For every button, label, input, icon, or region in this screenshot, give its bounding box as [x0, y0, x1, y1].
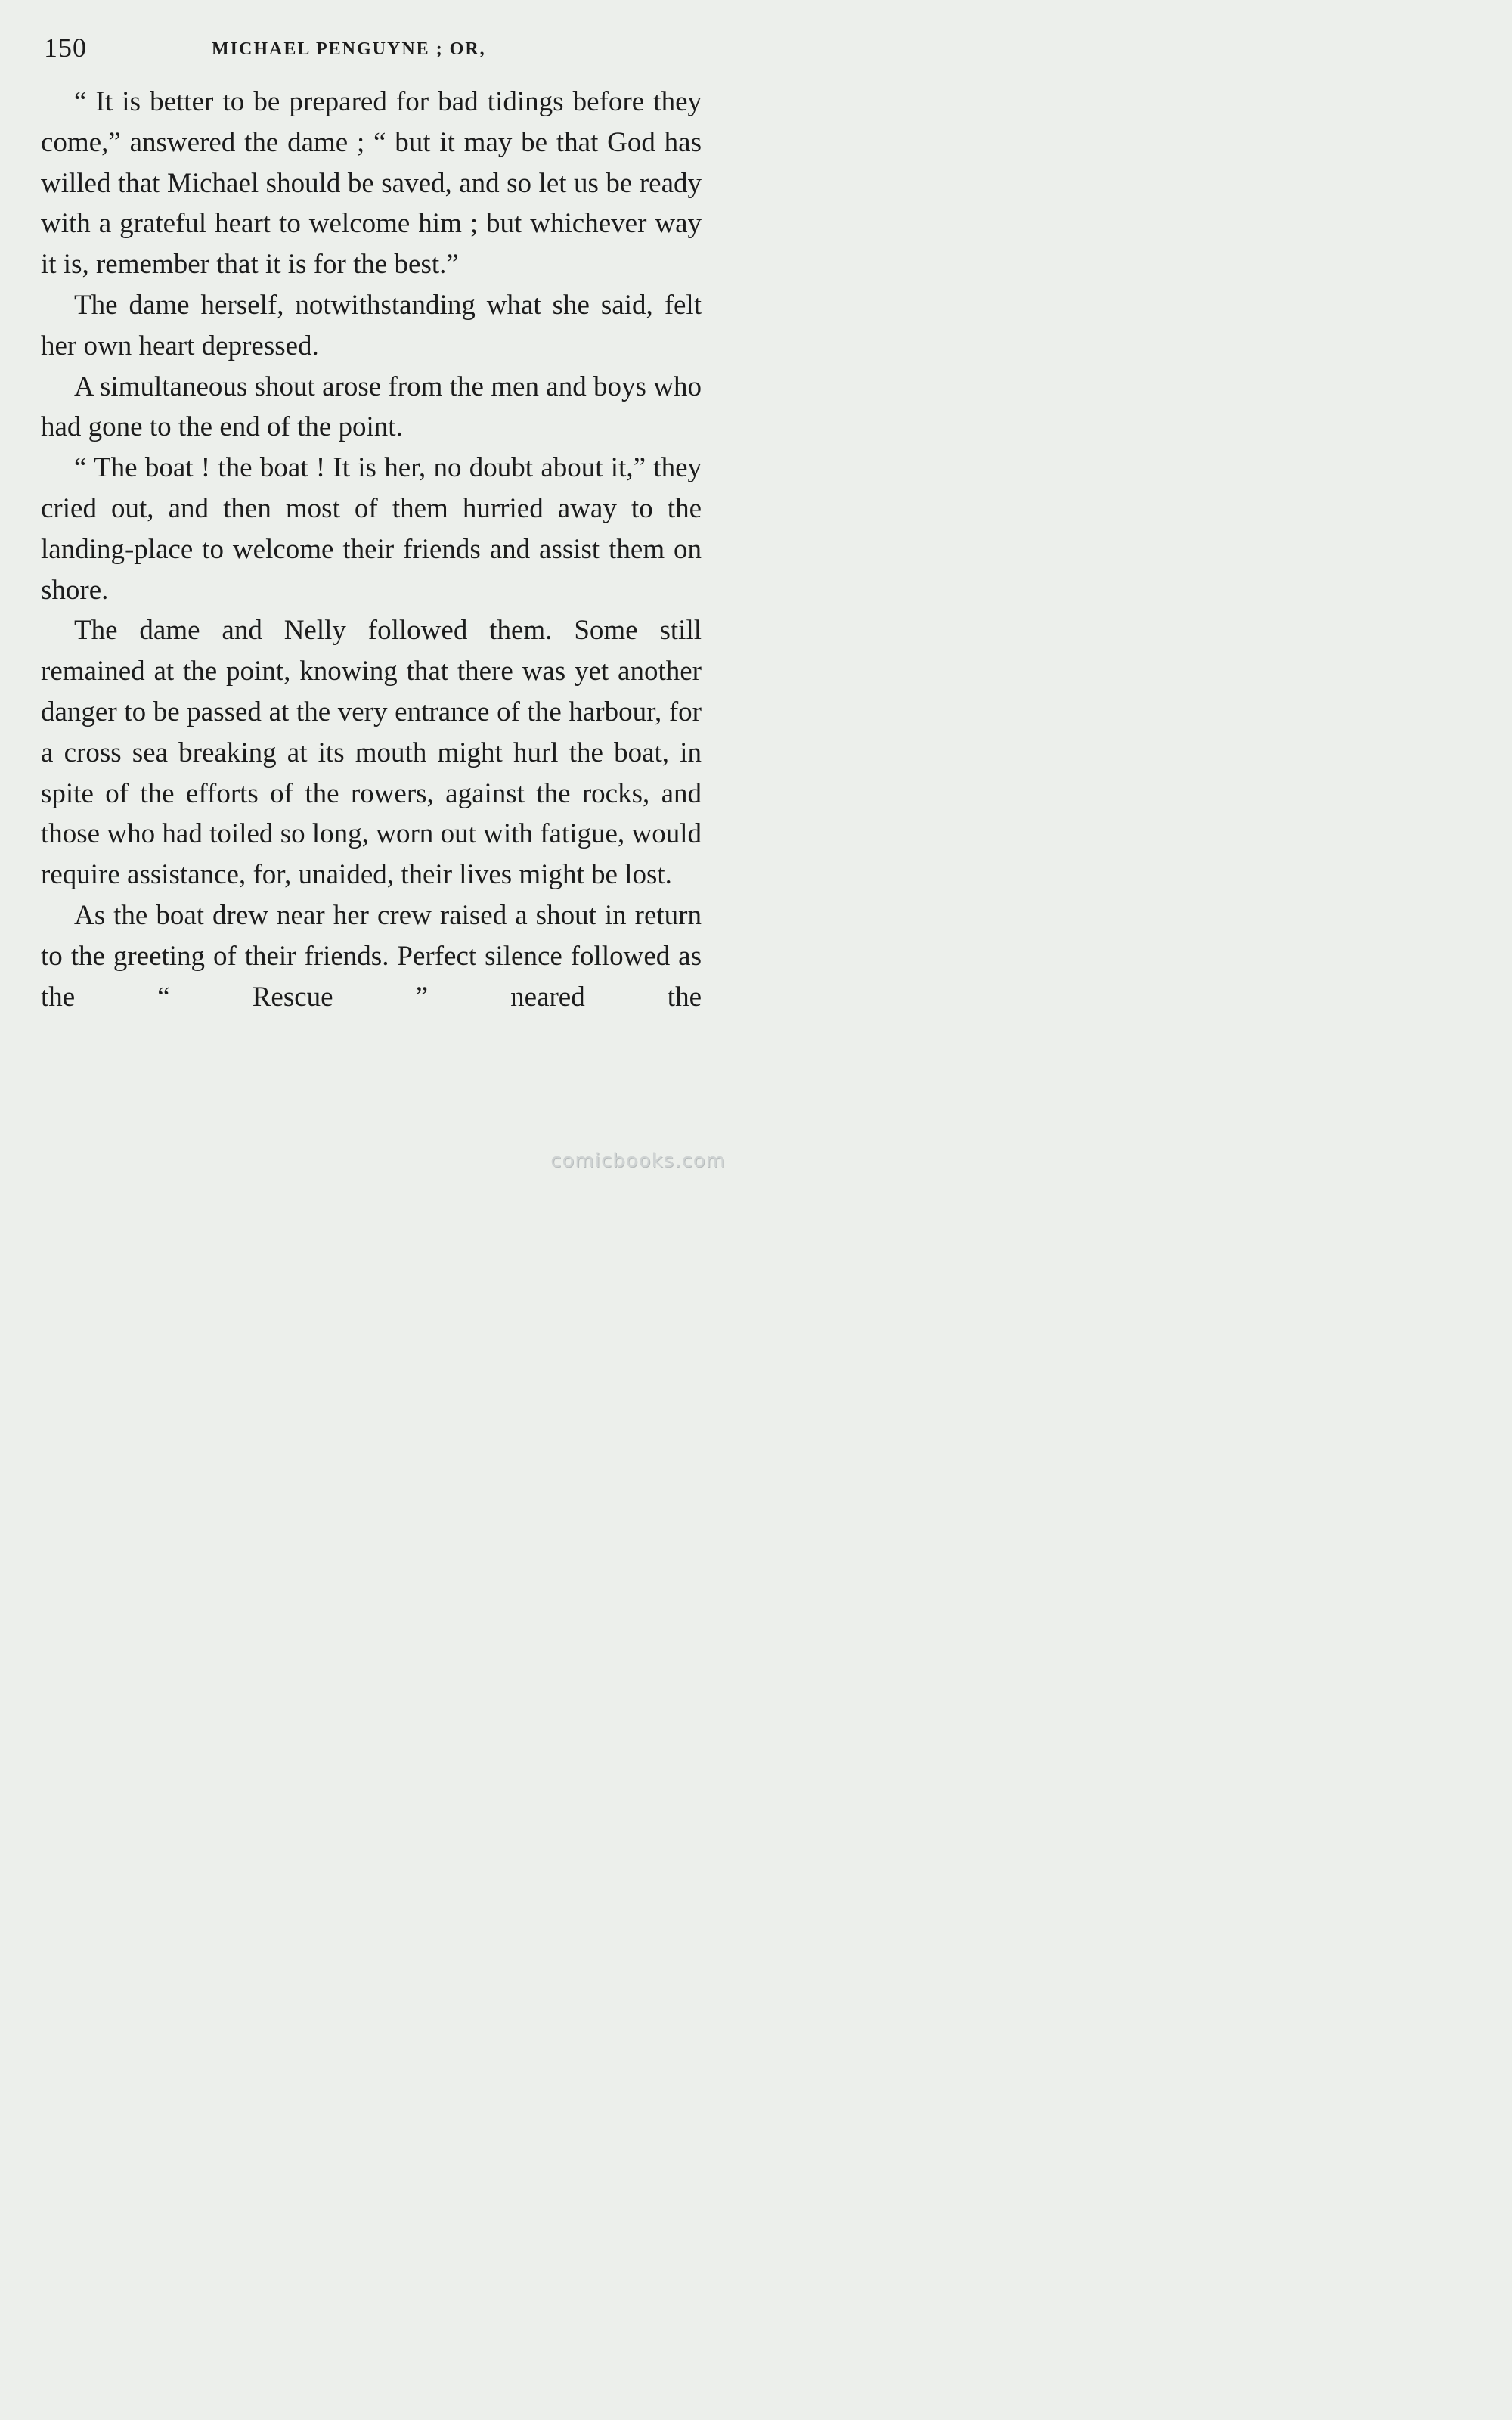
- running-head: MICHAEL PENGUYNE ; OR,: [212, 39, 486, 59]
- paragraph: The dame and Nelly followed them. Some still remained at the point, knowing that there was yet another danger to be passed at the very entrance of the harbour, for a cross sea breaking at its mouth might hurl the boat, in spite of the efforts of the rowers, against the rocks, and those who had toiled so long, worn out with fatigue, would require assistance, for, unaided, their lives might be lost.: [41, 615, 702, 891]
- page-number: 150: [44, 33, 87, 63]
- paragraph: “ The boat ! the boat ! It is her, no doubt about it,” they cried out, and then most of them hurried away to the landing-place to welcome their friends and assist them on shore.: [41, 452, 702, 606]
- page-header: [44, 29, 709, 74]
- body-text: [41, 82, 702, 1017]
- paragraph: As the boat drew near her crew raised a shout in return to the greeting of their friends. Perfect silence followed as the “ Rescue ” neared the: [41, 899, 702, 1013]
- paragraph: The dame herself, notwithstanding what she said, felt her own heart depressed.: [41, 289, 702, 361]
- paragraph: A simultaneous shout arose from the men and boys who had gone to the end of the point.: [41, 371, 702, 443]
- watermark: comicbooks.com: [550, 1150, 726, 1172]
- paragraph: “ It is better to be prepared for bad tidings before they come,” answered the dame ; “ but it may be that God has willed that Michael should be saved, and so let us be ready with a grateful heart to welcome him ; but whichever way it is, remember that it is for the best.”: [41, 86, 702, 281]
